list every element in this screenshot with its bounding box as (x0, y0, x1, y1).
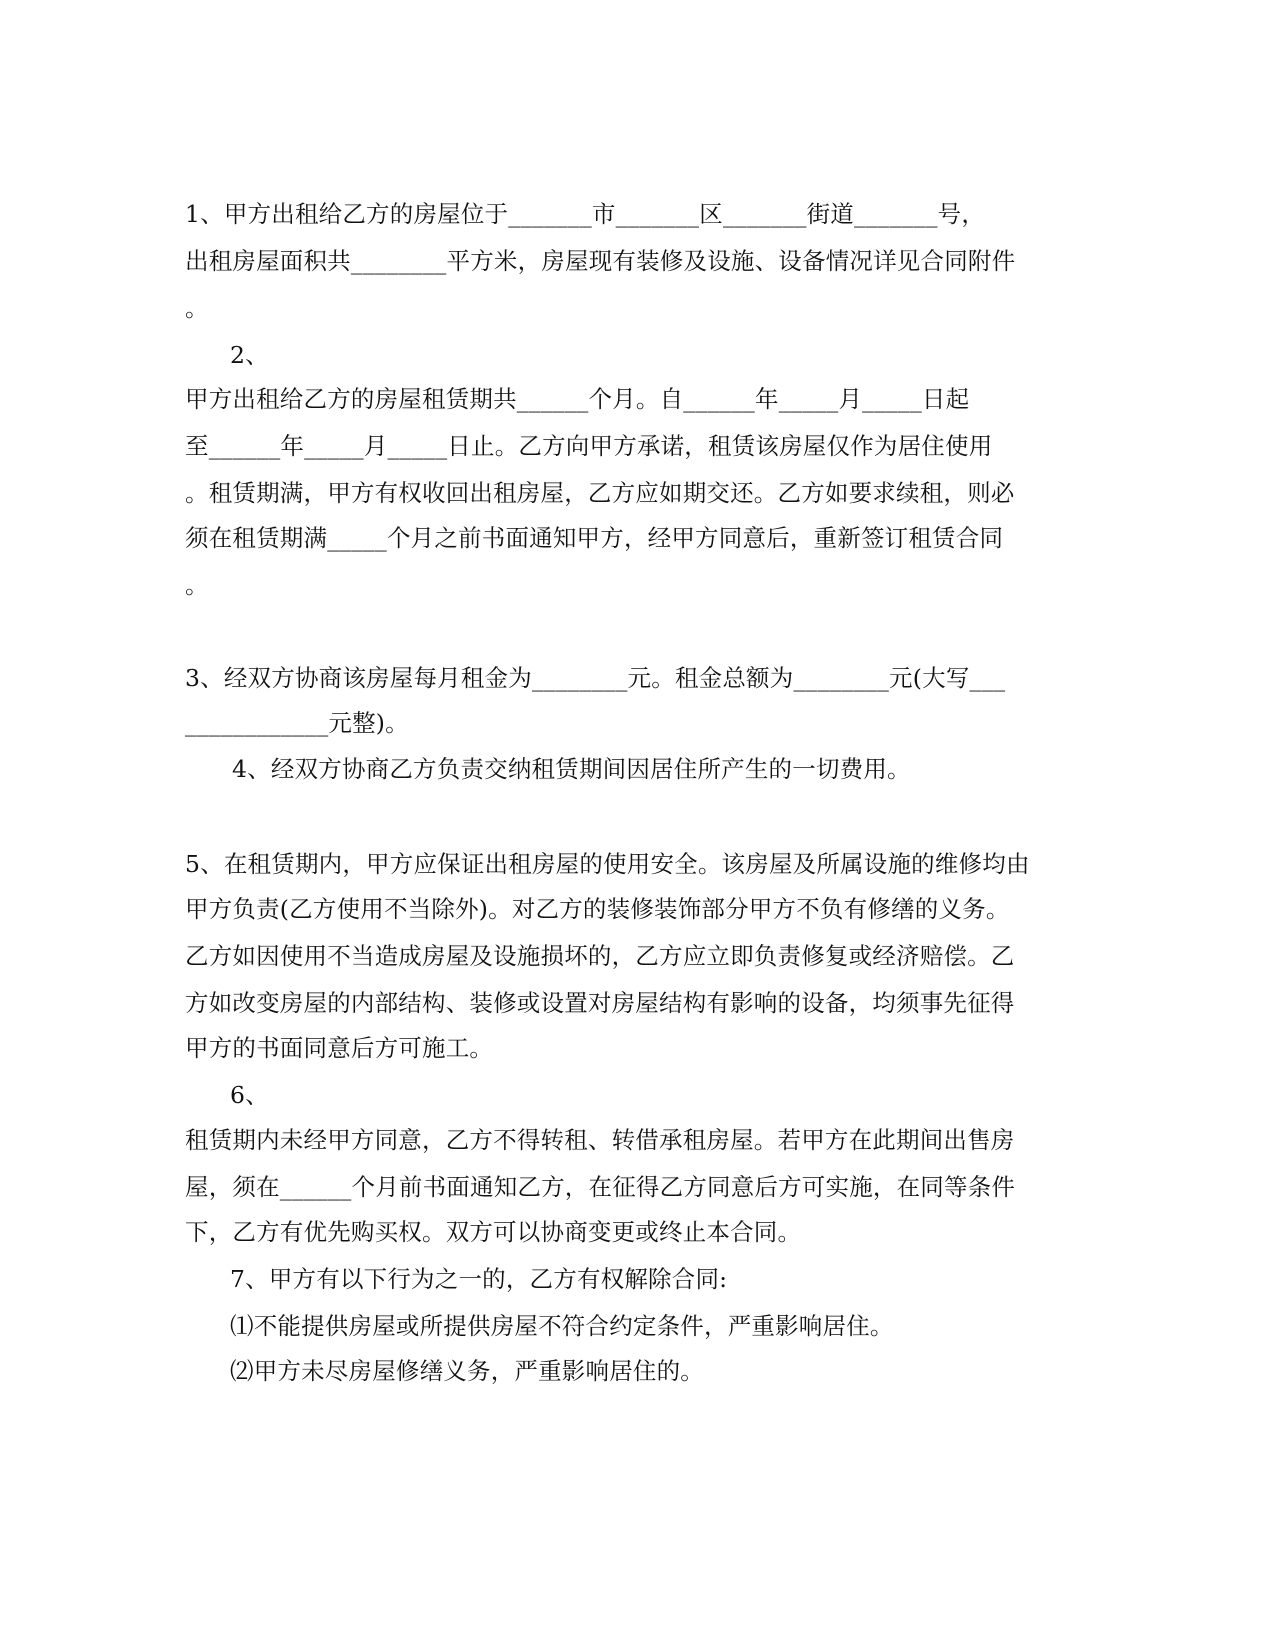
clause-1-line-3: 。 (185, 294, 209, 322)
clause-6-line-3: 下，乙方有优先购买权。双方可以协商变更或终止本合同。 (185, 1218, 802, 1246)
clause-2-line-5: 。 (185, 571, 209, 599)
clause-5-line-4: 方如改变房屋的内部结构、装修或设置对房屋结构有影响的设备，均须事先征得 (185, 989, 1015, 1017)
clause-2-line-1: 甲方出租给乙方的房屋租赁期共______个月。自______年_____月_____日起 (185, 385, 970, 413)
clause-6-line-2: 屋，须在______个月前书面通知乙方，在征得乙方同意后方可实施，在同等条件 (185, 1173, 1016, 1201)
clause-5-line-2: 甲方负责(乙方使用不当除外)。对乙方的装修装饰部分甲方不负有修缮的义务。 (185, 895, 1010, 923)
clause-2-line-4: 须在租赁期满_____个月之前书面通知甲方，经甲方同意后，重新签订租赁合同 (185, 524, 1004, 552)
clause-6-line-1: 租赁期内未经甲方同意，乙方不得转租、转借承租房屋。若甲方在此期间出售房 (185, 1126, 1015, 1154)
clause-4-line-1: 4、经双方协商乙方负责交纳租赁期间因居住所产生的一切费用。 (232, 755, 911, 783)
clause-1-line-1: 1、甲方出租给乙方的房屋位于_______市_______区_______街道_______号， (185, 200, 986, 228)
clause-5-line-5: 甲方的书面同意后方可施工。 (185, 1034, 494, 1062)
clause-3-line-2: ____________元整)。 (185, 709, 409, 737)
clause-7-item-1: ⑴不能提供房屋或所提供房屋不符合约定条件，严重影响居住。 (230, 1312, 894, 1340)
clause-1-line-2: 出租房屋面积共________平方米，房屋现有装修及设施、设备情况详见合同附件 (185, 247, 1016, 275)
clause-2-number: 2、 (230, 341, 269, 369)
clause-2-line-3: 。租赁期满，甲方有权收回出租房屋，乙方应如期交还。乙方如要求续租，则必 (185, 479, 1015, 507)
clause-3-line-1: 3、经双方协商该房屋每月租金为________元。租金总额为________元(大写___ (185, 664, 1006, 692)
clause-5-line-1: 5、在租赁期内，甲方应保证出租房屋的使用安全。该房屋及所属设施的维修均由 (185, 850, 1030, 878)
clause-7-item-2: ⑵甲方未尽房屋修缮义务，严重影响居住的。 (230, 1357, 704, 1385)
clause-5-line-3: 乙方如因使用不当造成房屋及设施损坏的，乙方应立即负责修复或经济赔偿。乙 (185, 942, 1015, 970)
clause-7-line-1: 7、甲方有以下行为之一的，乙方有权解除合同: (230, 1265, 728, 1293)
clause-6-number: 6、 (230, 1081, 269, 1109)
clause-2-line-2: 至______年_____月_____日止。乙方向甲方承诺，租赁该房屋仅作为居住使用 (185, 432, 993, 460)
